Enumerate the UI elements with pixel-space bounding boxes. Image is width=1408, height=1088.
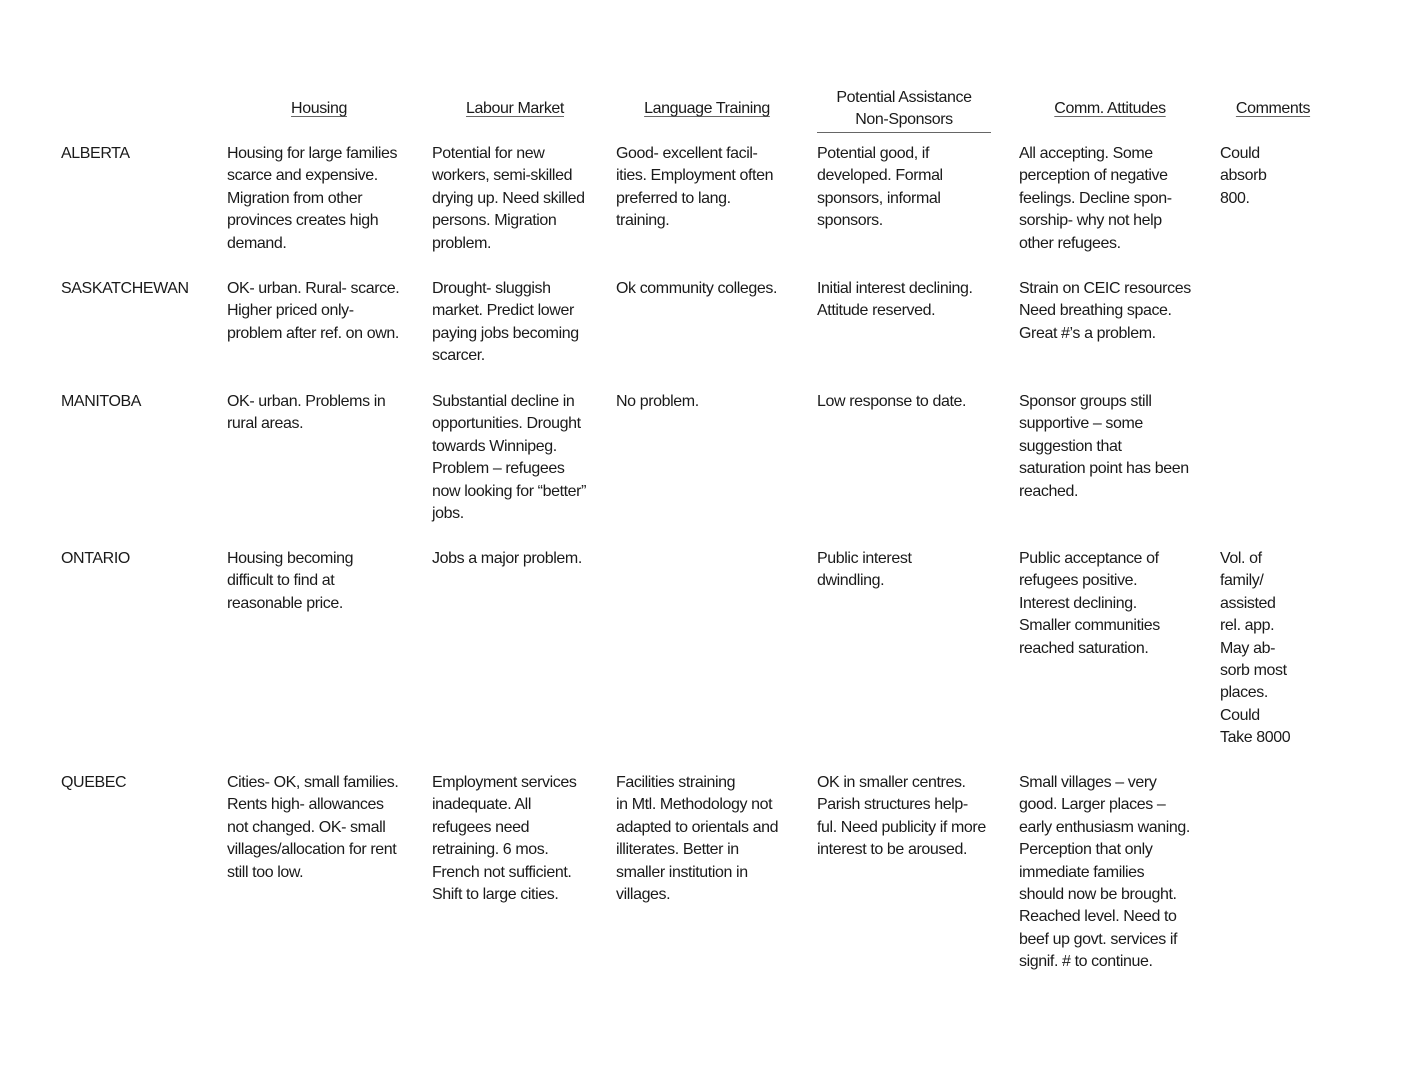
cell-housing: Housing for large families scarce and expensive. Migration from other provinces creates high demand. <box>227 145 398 252</box>
cell-comm-attitudes: Strain on CEIC resources Need breathing space. Great #’s a problem. <box>1019 280 1191 342</box>
cell-comm-attitudes: Public acceptance of refugees positive. Interest declining. Smaller communities reached saturation. <box>1019 550 1160 657</box>
header-comments: Comments <box>1235 100 1311 117</box>
header-potential-assistance-line2: Non-Sponsors <box>855 111 953 128</box>
cell-comments: Vol. of family/ assisted rel. app. May ab- sorb most places. Could Take 8000 <box>1220 550 1291 747</box>
header-potential-assistance <box>817 87 991 131</box>
cell-comments: Could absorb 800. <box>1220 145 1267 207</box>
province-label: ONTARIO <box>61 550 130 567</box>
cell-language-training: No problem. <box>616 393 699 410</box>
header-labour-market: Labour Market <box>466 100 564 117</box>
cell-comm-attitudes: Small villages – very good. Larger places – early enthusiasm waning. Perception that only immediate families should now be brought. Reached level. Need to beef up govt. services if signif. # to continue. <box>1019 774 1190 971</box>
cell-comm-attitudes: All accepting. Some perception of negative feelings. Decline spon- sorship- why not help other refugees. <box>1019 145 1172 252</box>
cell-labour-market: Employment services inadequate. All refugees need retraining. 6 mos. French not sufficient. Shift to large cities. <box>432 774 577 904</box>
cell-labour-market: Substantial decline in opportunities. Drought towards Winnipeg. Problem – refugees now looking for “better” jobs. <box>432 393 587 523</box>
cell-housing: Housing becoming difficult to find at reasonable price. <box>227 550 354 612</box>
cell-labour-market: Potential for new workers, semi-skilled drying up. Need skilled persons. Migration problem. <box>432 145 585 252</box>
cell-potential-assistance: Low response to date. <box>817 393 967 410</box>
province-label: ALBERTA <box>61 145 130 162</box>
header-underline <box>817 132 991 134</box>
cell-housing: OK- urban. Rural- scarce. Higher priced only- problem after ref. on own. <box>227 280 400 342</box>
cell-comm-attitudes: Sponsor groups still supportive – some suggestion that saturation point has been reached. <box>1019 393 1189 500</box>
cell-labour-market: Jobs a major problem. <box>432 550 582 567</box>
cell-potential-assistance: Initial interest declining. Attitude reserved. <box>817 280 973 320</box>
cell-housing: Cities- OK, small families. Rents high- allowances not changed. OK- small villages/allocation for rent still too low. <box>227 774 399 881</box>
cell-language-training: Ok community colleges. <box>616 280 778 297</box>
province-label: MANITOBA <box>61 393 142 410</box>
cell-labour-market: Drought- sluggish market. Predict lower paying jobs becoming scarcer. <box>432 280 579 365</box>
cell-potential-assistance: OK in smaller centres. Parish structures help- ful. Need publicity if more interest to be aroused. <box>817 774 986 859</box>
cell-potential-assistance: Public interest dwindling. <box>817 550 912 590</box>
cell-language-training: Facilities straining in Mtl. Methodology not adapted to orientals and illiterates. Better in smaller institution in villages. <box>616 774 779 904</box>
province-label: QUEBEC <box>61 774 127 791</box>
province-label: SASKATCHEWAN <box>61 280 189 297</box>
cell-language-training: Good- excellent facil- ities. Employment often preferred to lang. training. <box>616 145 774 230</box>
header-language-training: Language Training <box>644 100 770 117</box>
header-comm-attitudes: Comm. Attitudes <box>1054 100 1166 117</box>
cell-potential-assistance: Potential good, if developed. Formal sponsors, informal sponsors. <box>817 145 943 230</box>
header-housing: Housing <box>291 100 347 117</box>
header-potential-assistance-line1: Potential Assistance <box>836 89 972 106</box>
cell-housing: OK- urban. Problems in rural areas. <box>227 393 386 433</box>
